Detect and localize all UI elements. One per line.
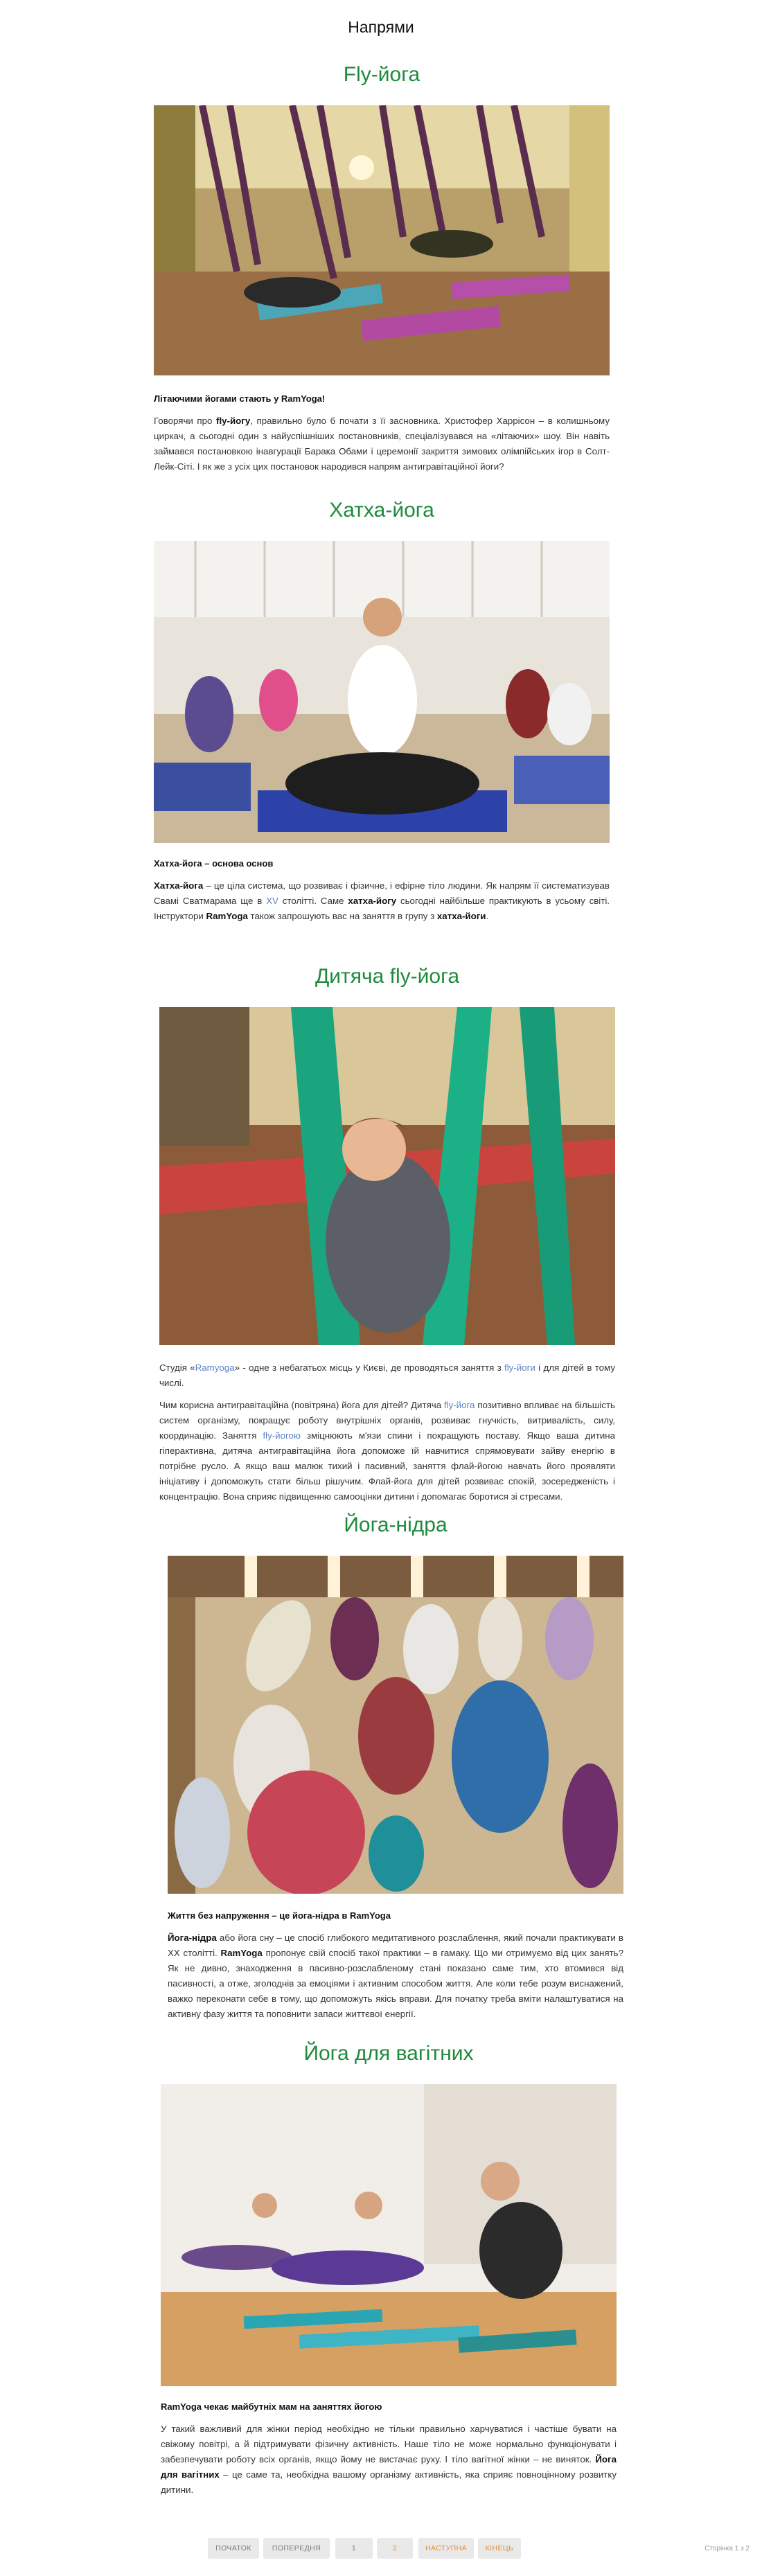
- section-title: Fly-йога: [343, 63, 420, 86]
- bold-text: Йога для вагітних: [161, 2454, 617, 2480]
- pregnancy-yoga-photo: [161, 2084, 617, 2386]
- text-link[interactable]: Ramyoga: [195, 1362, 235, 1373]
- bold-text: RamYoga: [206, 911, 248, 921]
- pagination-last-button[interactable]: КІНЕЦЬ: [478, 2538, 521, 2559]
- section-text: [154, 878, 610, 924]
- kids-fly-yoga-photo: [159, 1007, 615, 1345]
- pagination: [0, 2538, 762, 2563]
- hatha-yoga-photo: [154, 541, 610, 843]
- paragraph: [159, 1360, 615, 1391]
- text-run: , правильно було б почати з її засновника. Христофер Харрісон – в колишньому циркач, а сьогодні один з найуспішніших постановників, спеціалізувався на «літаючих» шоу. Він навіть займався постановкою інавгурації Барака Обами і церемонії закриття зимових олімпійських ігор в Солт-Лейк-Сіті. І як же з усіх цих постановок народився напрям антигравітаційної йоги?: [154, 416, 610, 472]
- text-run: позитивно впливає на більшість систем організму, покращує роботу внутрішніх органів, розвиває гнучкість, витривалість, силу, координацію. Заняття: [159, 1400, 615, 1441]
- bold-text: хатха-йоги: [436, 911, 486, 921]
- text-run: .: [486, 911, 489, 921]
- text-run: столітті. Саме: [278, 896, 348, 906]
- paragraph: [154, 414, 610, 474]
- section-title: Дитяча fly-йога: [314, 965, 460, 988]
- section-caption: Літаючими йогами стають у RamYoga!: [154, 393, 326, 404]
- text-link[interactable]: fly-йога: [443, 1400, 475, 1410]
- section-title: Хатха-йога: [329, 499, 434, 522]
- text-run: Студія «: [159, 1362, 195, 1373]
- pagination-next-button[interactable]: НАСТУПНА: [418, 2538, 474, 2559]
- bold-text: Йога-нідра: [168, 1933, 217, 1943]
- text-link[interactable]: fly-йоги: [504, 1362, 535, 1373]
- text-link[interactable]: XV: [266, 896, 278, 906]
- bold-text: fly-йогу: [216, 416, 251, 426]
- section-title: Йога для вагітних: [303, 2042, 474, 2065]
- pagination-status: Сторінка 1 з 2: [705, 2545, 750, 2552]
- text-run: і для дітей в тому числі.: [159, 1362, 615, 1388]
- section-kids-fly-yoga: [159, 961, 615, 1504]
- bold-text: Хатха-йога: [154, 880, 204, 891]
- section-pregnancy-yoga: [161, 2038, 617, 2498]
- section-text: [154, 414, 610, 474]
- paragraph: [161, 2422, 617, 2498]
- pagination-page-2[interactable]: 2: [377, 2538, 413, 2559]
- section-text: [161, 2422, 617, 2498]
- page-title: Напрями: [348, 18, 414, 36]
- fly-yoga-photo: [154, 105, 610, 375]
- paragraph: [168, 1930, 623, 2022]
- pagination-page-1[interactable]: 1: [335, 2538, 373, 2559]
- section-caption: Хатха-йога – основа основ: [154, 858, 274, 869]
- pagination-prev-button[interactable]: ПОПЕРЕДНЯ: [263, 2538, 330, 2559]
- text-run: сьогодні найбільше практикують в усьому світі. Інструктори: [154, 896, 610, 921]
- section-caption: RamYoga чекає майбутніх мам на заняттях йогою: [161, 2401, 382, 2412]
- text-run: » - одне з небагатьох місць у Києві, де проводяться заняття з: [234, 1362, 505, 1373]
- text-run: У такий важливий для жінки період необхідно не тільки правильно харчуватися і частіше бувати на свіжому повітрі, а й підтримувати фізичну активність. Наше тіло не може нормально функціонувати і забезпечувати роботу всіх органів, якщо йому не вистачає руху. І тіло вагітної жінки – не виняток.: [161, 2424, 617, 2464]
- paragraph: [154, 878, 610, 924]
- text-run: – це ціла система, що розвиває і фізичне, і ефірне тіло людини. Як напрям її систематизував Свамі Сватмарама ще в: [154, 880, 610, 906]
- section-yoga-nidra: [168, 1510, 623, 2022]
- text-run: або йога сну – це спосіб глибокого медитативного розслаблення, який почали практикувати в XX столітті.: [168, 1933, 623, 1958]
- section-hatha-yoga: [154, 495, 610, 924]
- section-text: [168, 1930, 623, 2022]
- text-link[interactable]: fly-йогою: [263, 1430, 301, 1441]
- section-title: Йога-нідра: [344, 1513, 448, 1536]
- pagination-first-button[interactable]: ПОЧАТОК: [208, 2538, 259, 2559]
- section-fly-yoga: [154, 60, 610, 474]
- bold-text: хатха-йогу: [348, 896, 397, 906]
- text-run: зміцнюють м'язи спини і покращують поставу. Якщо ваша дитина гіперактивна, дитяча антигравітаційна йога допоможе їй навчитися спрямовувати зайву енергію в потрібне русло. А якщо ваш малюк тихий і пасивний, заняття флай-йогою навчать його проявляти ініціативу і допоможуть стати більш рішучим. Флай-йога для дітей розвиває спокій, зосередженість і концентрацію. Вона сприяє підвищенню самооцінки дитини і допомагає боротися зі стресами.: [159, 1430, 615, 1502]
- text-run: також запрошують вас на заняття в групу з: [247, 911, 437, 921]
- bold-text: RamYoga: [220, 1948, 263, 1958]
- text-run: пропонує свій спосіб такої практики – в гамаку. Що ми отримуємо від цих занять? Як не дивно, знаходження в пасивно-розслабленому стані показано саме тим, хто втомився від пасивності, а отже, зголоднів за емоціями і активним способом життя. Але коли тебе розум виснажений, важко переконати себе в тому, що допоможуть якісь вправи. Для початку треба вміти налаштуватися на активну фазу життя та поповнити запаси життєвої енергії.: [168, 1948, 623, 2019]
- text-run: Чим корисна антигравітаційна (повітряна) йога для дітей? Дитяча: [159, 1400, 444, 1410]
- text-run: – це саме та, необхідна вашому організму активність, яка сприяє повноцінному розвитку дитини.: [161, 2469, 617, 2495]
- text-run: Говорячи про: [154, 416, 217, 426]
- yoga-nidra-photo: [168, 1556, 623, 1894]
- section-caption: Життя без напруження – це йога-нідра в RamYoga: [168, 1910, 391, 1921]
- paragraph: [159, 1398, 615, 1504]
- section-text: [159, 1360, 615, 1504]
